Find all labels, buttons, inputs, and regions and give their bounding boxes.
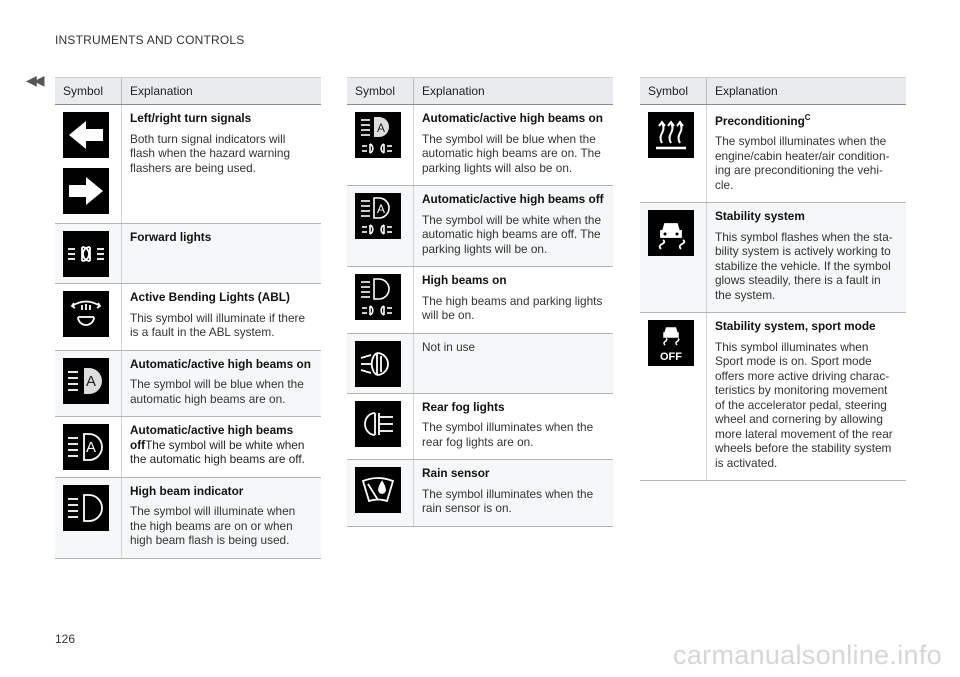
column-header-symbol: Symbol (640, 78, 707, 105)
table-row (347, 393, 613, 460)
table-row (640, 105, 906, 203)
symbols-table-2 (347, 77, 613, 527)
svg-text:A: A (376, 121, 386, 135)
row-title: Preconditioning (715, 113, 805, 128)
row-title: Forward lights (130, 230, 212, 244)
preconditioning-icon (648, 112, 694, 158)
arrow-right-icon (63, 168, 109, 214)
row-title: Left/right turn signals (130, 111, 252, 125)
table-row (55, 417, 321, 478)
table-row (347, 105, 613, 186)
auto-high-beam-off-icon (63, 424, 109, 470)
table-row (347, 267, 613, 334)
row-text: The symbol will be white when the automatic high beams are off. The parking lights will be on. (422, 212, 602, 256)
table-row (347, 186, 613, 267)
row-text: This symbol flashes when the sta-bility system is actively working to stabilize the vehicle. If the symbol glows steadily, there is a fault in the system. (715, 229, 893, 302)
row-text: The symbol will illuminate when the high beams are on or when high beam flash is being used. (130, 504, 296, 547)
page-number: 126 (55, 632, 76, 646)
symbols-table-1 (55, 77, 321, 559)
arrow-left-icon (63, 112, 109, 158)
page-header-title: INSTRUMENTS AND CONTROLS (55, 33, 245, 47)
row-title: High beam indicator (130, 483, 244, 498)
row-title: Automatic/active high beams on (130, 356, 311, 371)
table-row (55, 105, 321, 224)
watermark: carmanualsonline.info (673, 640, 942, 670)
auto-high-beam-parking-off-icon (355, 193, 401, 239)
column-header-explanation: Explanation (122, 78, 322, 105)
row-text: The symbol will be white when the automatic high beams are off. (130, 437, 305, 466)
row-text: The high beams and parking lights will be on. (422, 293, 603, 322)
table-row (640, 313, 906, 481)
active-bending-lights-icon (63, 291, 109, 337)
high-beam-icon (63, 485, 109, 531)
market-footnote-superscript: C (804, 113, 811, 122)
table-row (347, 333, 613, 393)
stability-sport-mode-icon (648, 320, 694, 366)
row-text: Both turn signal indicators will flash when the hazard warning flashers are being used. (130, 131, 291, 175)
row-text: The symbol will be blue when the automatic high beams are on. The parking lights will also be on. (422, 131, 601, 175)
row-text: The symbol will be blue when the automatic high beams are on. (130, 377, 304, 406)
rear-fog-icon (355, 401, 401, 447)
previous-page-icon[interactable]: ◀◀ (26, 72, 42, 88)
row-text: This symbol will illuminate if there is a fault in the ABL system. (130, 310, 306, 339)
auto-high-beam-parking-on-icon (355, 112, 401, 158)
off-label: OFF (660, 351, 682, 364)
column-header-explanation: Explanation (707, 78, 907, 105)
svg-text:A: A (85, 372, 97, 390)
column-header-explanation: Explanation (414, 78, 614, 105)
table-row (55, 350, 321, 417)
row-text: The symbol illuminates when the engine/cabin heater/air condition-ing are preconditioning the vehi-cle. (715, 134, 890, 192)
row-title: Automatic/active high beams on (422, 111, 603, 125)
forward-lights-icon (63, 231, 109, 277)
row-title: Stability system (715, 209, 805, 224)
column-header-symbol: Symbol (55, 78, 122, 105)
table-row (55, 284, 321, 351)
front-fog-icon (355, 341, 401, 387)
table-row (347, 460, 613, 527)
row-title: Automatic/active high beams off (422, 192, 604, 206)
stability-system-icon (648, 210, 694, 256)
svg-text:A: A (85, 439, 97, 456)
row-title: Active Bending Lights (ABL) (130, 290, 290, 304)
row-title: Rain sensor (422, 466, 490, 480)
row-text: The symbol illuminates when the rear fog lights are on. (422, 420, 594, 449)
row-title: High beams on (422, 273, 507, 287)
table-row (55, 224, 321, 284)
row-text: The symbol illuminates when the rain sensor is on. (422, 486, 594, 515)
row-text: Not in use (422, 339, 476, 354)
table-row (640, 203, 906, 313)
row-text: This symbol illuminates when Sport mode is on. Sport mode offers more active driving charac-teristics by monitoring movement of the accelerator pedal, steering wheel and cornering by allowing more lateral movement of the rear wheels before the stability system is activated. (715, 339, 893, 470)
row-title: Automatic/active high beams off (130, 423, 294, 452)
high-beam-parking-icon (355, 274, 401, 320)
symbols-table-3 (640, 77, 906, 481)
row-title: Stability system, sport mode (715, 319, 876, 334)
svg-text:A: A (376, 202, 386, 216)
row-title: Rear fog lights (422, 399, 505, 414)
rain-sensor-icon (355, 467, 401, 513)
table-row (55, 477, 321, 558)
auto-high-beam-on-icon (63, 358, 109, 404)
column-header-symbol: Symbol (347, 78, 414, 105)
